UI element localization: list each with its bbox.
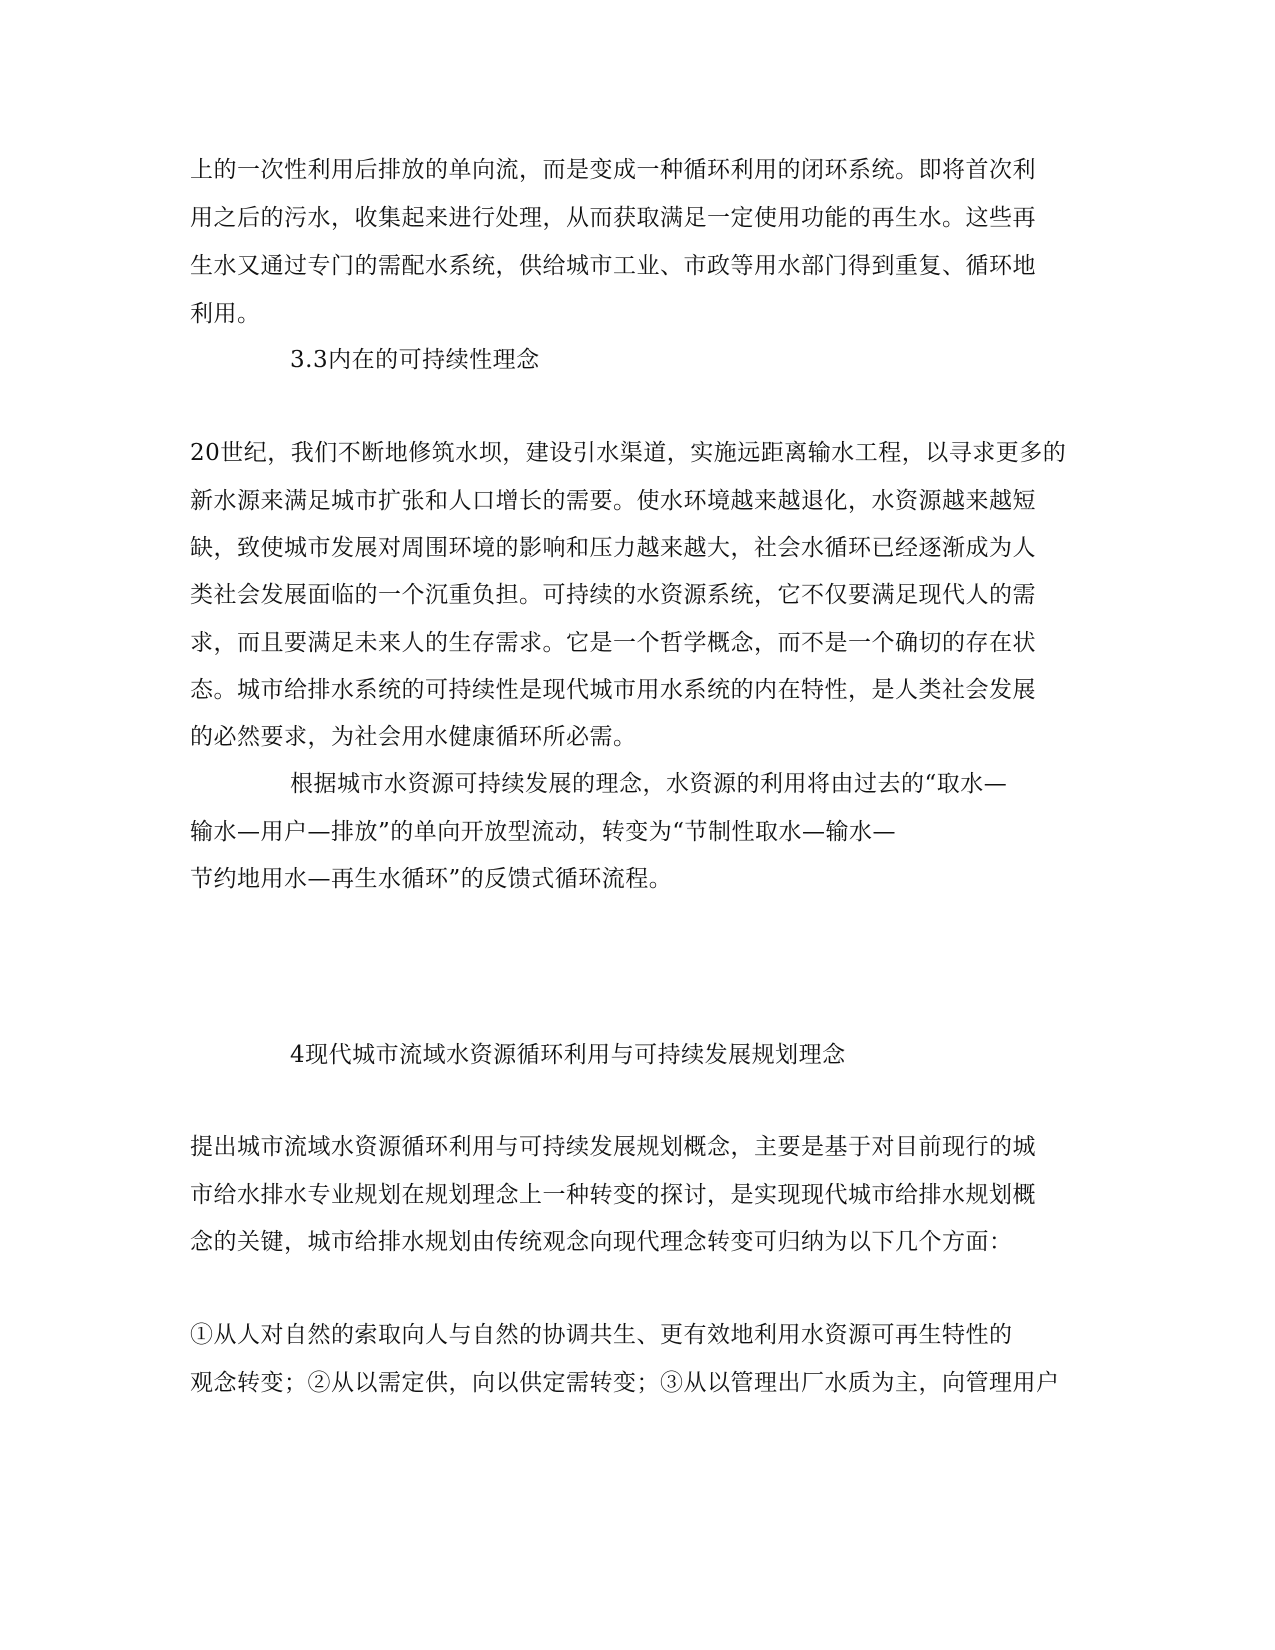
paragraph-1-line-1: 上的一次性利用后排放的单向流，而是变成一种循环利用的闭环系统。即将首次利 <box>190 157 1036 183</box>
paragraph-1-line-2: 用之后的污水，收集起来进行处理，从而获取满足一定使用功能的再生水。这些再 <box>190 205 1036 231</box>
paragraph-2-line-5: 求，而且要满足未来人的生存需求。它是一个哲学概念，而不是一个确切的存在状 <box>190 630 1036 656</box>
section-heading-3-3: 3.3内在的可持续性理念 <box>290 347 540 373</box>
paragraph-4-line-1: 提出城市流域水资源循环利用与可持续发展规划概念，主要是基于对目前现行的城 <box>190 1134 1036 1160</box>
paragraph-4-line-3: 念的关键，城市给排水规划由传统观念向现代理念转变可归纳为以下几个方面： <box>190 1229 1013 1255</box>
paragraph-2-line-3: 缺，致使城市发展对周围环境的影响和压力越来越大，社会水循环已经逐渐成为人 <box>190 535 1036 561</box>
section-heading-4: 4现代城市流域水资源循环利用与可持续发展规划理念 <box>290 1042 846 1068</box>
paragraph-1-line-3: 生水又通过专门的需配水系统，供给城市工业、市政等用水部门得到重复、循环地 <box>190 253 1036 279</box>
paragraph-5-line-2: 观念转变；②从以需定供，向以供定需转变；③从以管理出厂水质为主，向管理用户 <box>190 1370 1060 1396</box>
paragraph-3-line-1: 根据城市水资源可持续发展的理念，水资源的利用将由过去的“取水— <box>290 771 1008 797</box>
paragraph-2-line-2: 新水源来满足城市扩张和人口增长的需要。使水环境越来越退化，水资源越来越短 <box>190 488 1036 514</box>
paragraph-5-line-1: ①从人对自然的索取向人与自然的协调共生、更有效地利用水资源可再生特性的 <box>190 1322 1013 1348</box>
paragraph-2-line-1: 20世纪，我们不断地修筑水坝，建设引水渠道，实施远距离输水工程，以寻求更多的 <box>190 440 1067 466</box>
paragraph-2-line-7: 的必然要求，为社会用水健康循环所必需。 <box>190 724 637 750</box>
paragraph-1-line-4: 利用。 <box>190 301 261 327</box>
paragraph-4-line-2: 市给水排水专业规划在规划理念上一种转变的探讨，是实现现代城市给排水规划概 <box>190 1182 1036 1208</box>
paragraph-2-line-6: 态。城市给排水系统的可持续性是现代城市用水系统的内在特性，是人类社会发展 <box>190 677 1036 703</box>
paragraph-2-line-4: 类社会发展面临的一个沉重负担。可持续的水资源系统，它不仅要满足现代人的需 <box>190 582 1036 608</box>
paragraph-3-line-3: 节约地用水—再生水循环”的反馈式循环流程。 <box>190 866 673 892</box>
paragraph-3-line-2: 输水—用户—排放”的单向开放型流动，转变为“节制性取水—输水— <box>190 819 897 845</box>
